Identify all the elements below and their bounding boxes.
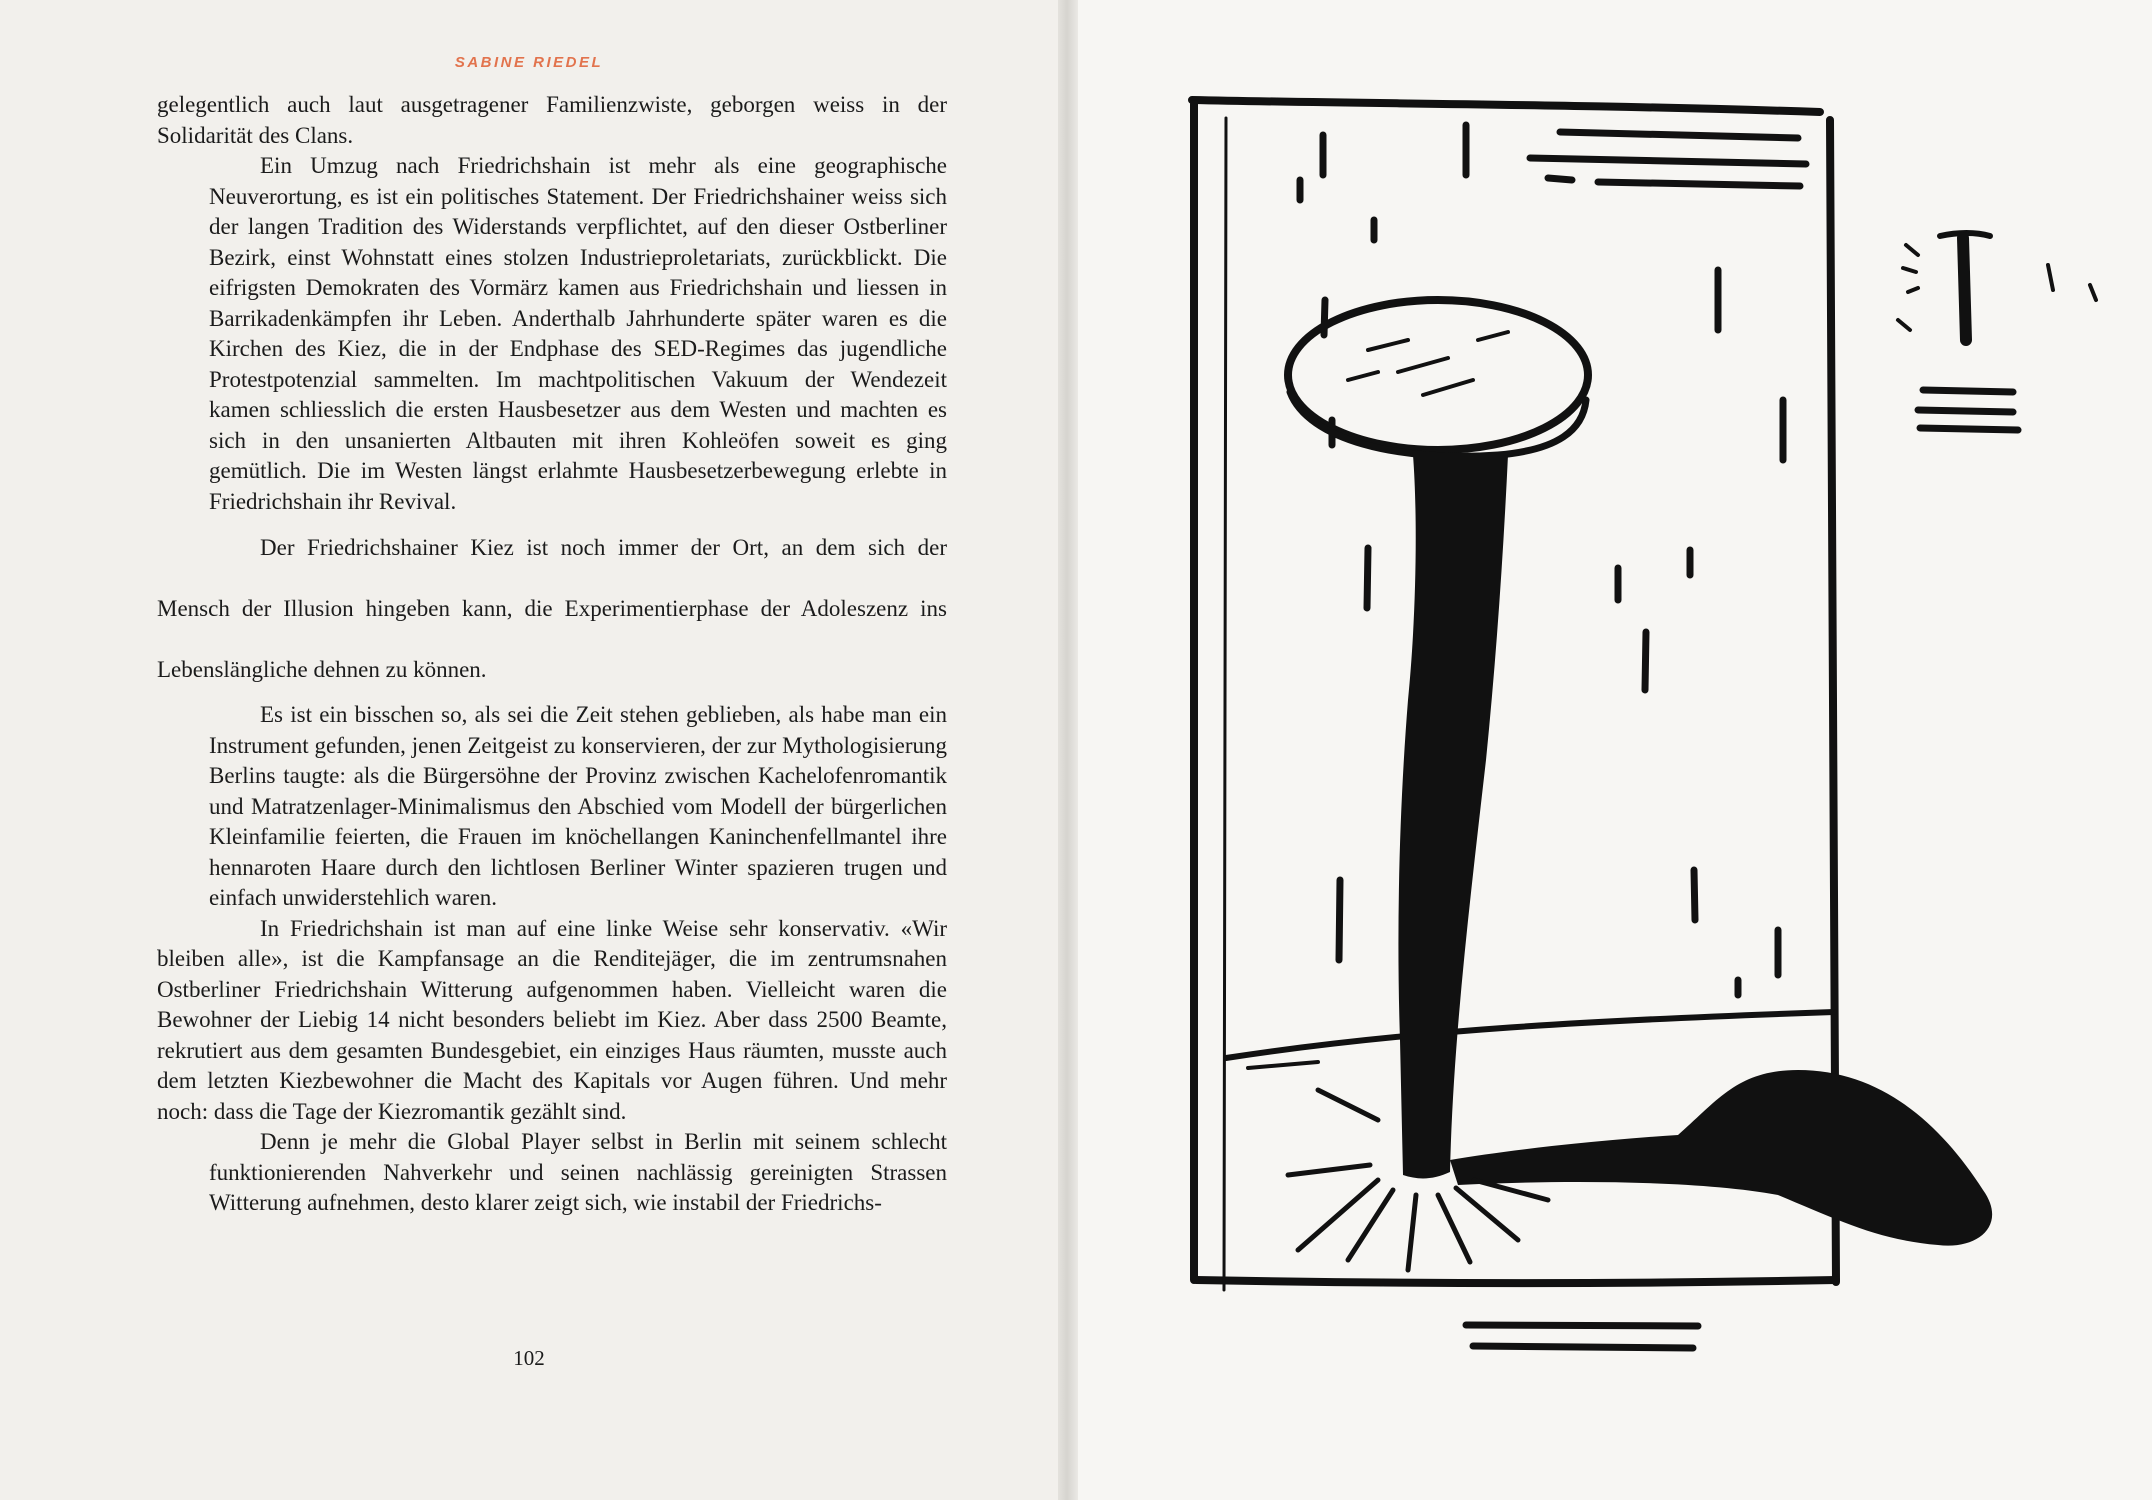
stool-shadow (1450, 1070, 1992, 1246)
paragraph-global-player: Denn je mehr die Global Player selbst in Berlin mit seinem schlecht funktionierenden Nahverkehr und seinen nachlässig gereinigten Strassen Witterung aufnehmen, desto klarer zeigt sich, wie instabil der Friedrichs- (209, 1129, 947, 1215)
scribble-lines-right (1918, 390, 2018, 430)
ink-illustration-stool (1078, 0, 2152, 1500)
body-text (157, 90, 947, 1219)
running-head: SABINE RIEDEL (454, 54, 604, 71)
scribble-lines-bottom (1466, 1325, 1698, 1348)
small-nail-shank (1963, 238, 1966, 340)
frame-bottom-line (1196, 1280, 1836, 1283)
page-number: 102 (513, 1346, 545, 1370)
frame-top-line (1192, 100, 1820, 112)
floor-line (1226, 1012, 1834, 1058)
paragraph-kiez-illusion: Der Friedrichshainer Kiez ist noch immer der Ort, an dem sich der Mensch der Illusion hingeben kann, die Experimentierphase der Adoleszenz ins Lebenslängliche dehnen zu können. (157, 535, 947, 682)
paragraph-umzug: Ein Umzug nach Friedrichshain ist mehr als eine geographische Neuverortung, es ist ein politisches Statement. Der Friedrichshainer weiss sich der langen Tradition des Widerstands verpflichtet, auf den dieser Ostberliner Bezirk, einst Wohnstatt eines stolzen Industrieproletariats, zurückblickt. Die eifrigsten Demokraten des Vormärz kamen aus Friedrichshain und liessen in Barrikadenkämpfen ihr Leben. Anderthalb Jahrhunderte später waren es die Kirchen des Kiez, die in der Endphase des SED-Regimes das jugendliche Protestpotenzial sammelten. Im machtpolitischen Vakuum der Wendezeit kamen schliesslich die ersten Hausbesetzer aus dem Westen und machten es sich in den unsanierten Altbauten mit ihren Kohleöfen soweit es ging gemütlich. Die im Westen längst erlahmte Hausbesetzerbewegung erlebte in Friedrichshain ihr Revival. (209, 153, 947, 514)
book-gutter (1058, 0, 1078, 1500)
frame-inner-left-line (1224, 118, 1226, 1290)
scribble-lines-top (1530, 132, 1806, 186)
paragraph-continuation: gelegentlich auch laut ausgetragener Familienzwiste, geborgen weiss in der Solidarität des Clans. (157, 92, 947, 148)
paragraph-konservativ: In Friedrichshain ist man auf eine linke Weise sehr konservativ. «Wir bleiben alle», ist die Kampfansage an die Renditejäger, die im zentrumsnahen Ostberliner Friedrichshain Witterung aufgenommen haben. Vielleicht waren die Bewohner der Liebig 14 nicht besonders beliebt im Kiez. Aber dass 2500 Beamte, rekrutiert aus dem gesamten Bundesgebiet, ein einziges Haus räumten, musste auch dem letzten Kiezbewohner die Macht des Kapitals vor Augen führen. Und mehr noch: dass die Tage der Kiezromantik gezählt sind. (157, 915, 947, 1124)
stool-seat (1288, 300, 1588, 450)
paragraph-zeitgeist: Es ist ein bisschen so, als sei die Zeit stehen geblieben, als habe man ein Instrument gefunden, jenen Zeitgeist zu konservieren, der zur Mythologisierung Berlins taugte: als die Bürgersöhne der Provinz zwischen Kachelofenromantik und Matratzenlager-Minimalismus den Abschied vom Modell der bürgerlichen Kleinfamilie feierten, die Frauen im knöchellangen Kaninchenfellmantel ihre hennaroten Haare durch den lichtlosen Berliner Winter spazieren trugen und einfach unwiderstehlich waren. (209, 702, 947, 910)
seat-hatching (1348, 332, 1508, 395)
wall-dashes (1300, 125, 1783, 995)
stool-leg (1398, 455, 1508, 1178)
